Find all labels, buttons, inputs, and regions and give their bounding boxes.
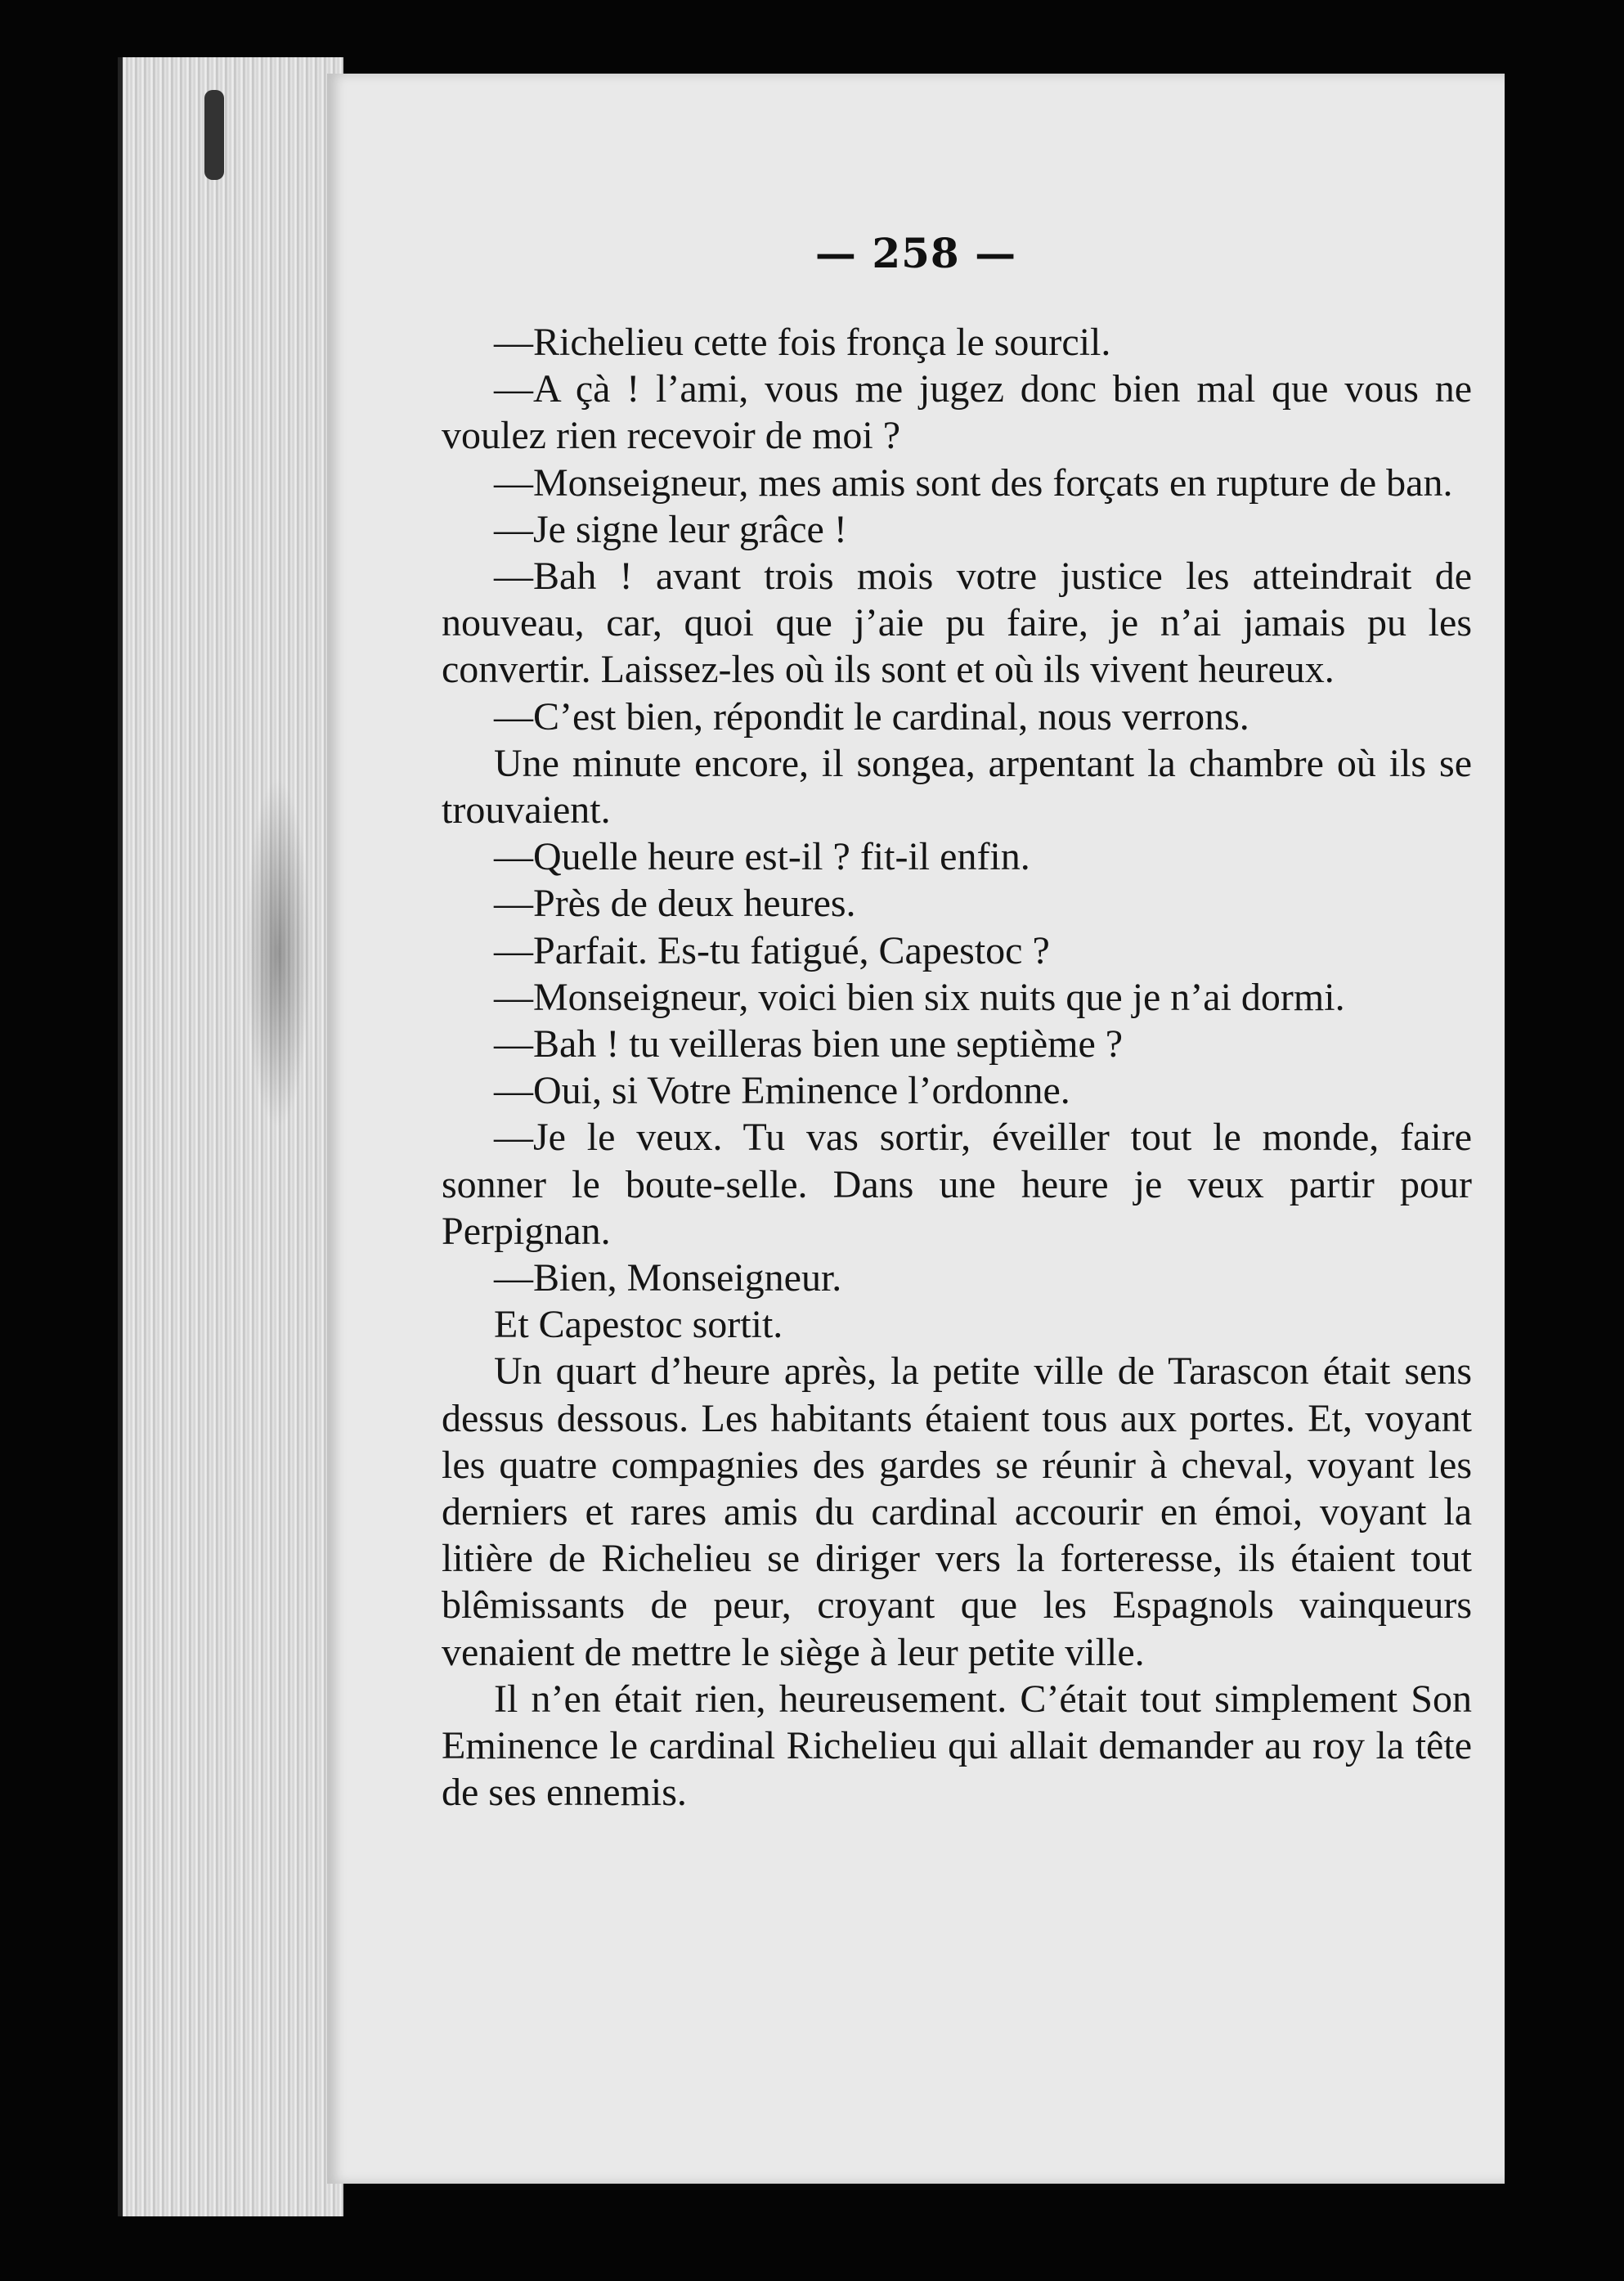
page-number: — 258 — — [814, 229, 1017, 277]
paragraph: Il n’en était rien, heureusement. C’était tout simplement Son Eminence le cardinal Richelieu qui allait demander au roy la tête de ses ennemis. — [442, 1677, 1472, 1815]
paragraph: —Monseigneur, mes amis sont des forçats en rupture de ban. — [494, 460, 1453, 505]
paragraph: —A çà ! l’ami, vous me jugez donc bien mal que vous ne voulez rien recevoir de moi ? — [442, 367, 1472, 458]
paragraph: Et Capestoc sortit. — [494, 1303, 783, 1347]
page-body — [442, 319, 1472, 1816]
paragraph: —Bah ! tu veilleras bien une septième ? — [494, 1022, 1124, 1066]
paragraph: —Richelieu cette fois fronça le sourcil. — [494, 321, 1111, 364]
paragraph: —Près de deux heures. — [494, 882, 856, 926]
paragraph: —Quelle heure est-il ? fit-il enfin. — [494, 835, 1030, 879]
book-page-edges — [123, 57, 343, 2216]
paragraph: —Parfait. Es-tu fatigué, Capestoc ? — [494, 928, 1050, 972]
paragraph: —Monseigneur, voici bien six nuits que je n’ai dormi. — [494, 975, 1345, 1019]
paragraph: —Je signe leur grâce ! — [494, 507, 847, 551]
paragraph: Un quart d’heure après, la petite ville de Tarascon était sens dessus dessous. Les habitants étaient tous aux portes. Et, voyant les quatre compagnies des gardes se réunir à cheval, voyant les derniers et rares amis du cardinal accourir en émoi, voyant la litière de Richelieu se diriger vers la forteresse, ils étaient tout blêmissants de peur, croyant que les Espagnols vainqueurs venaient de mettre le siège à leur petite ville. — [442, 1349, 1472, 1674]
book-page — [327, 74, 1505, 2184]
paragraph: —C’est bien, répondit le cardinal, nous verrons. — [494, 694, 1249, 739]
paragraph: Une minute encore, il songea, arpentant la chambre où ils se trouvaient. — [442, 741, 1472, 833]
paragraph: —Bien, Monseigneur. — [494, 1256, 842, 1300]
edge-smudge — [245, 777, 311, 1129]
paragraph: —Oui, si Votre Eminence l’ordonne. — [494, 1069, 1070, 1113]
edge-mark — [204, 90, 224, 180]
paragraph: —Je le veux. Tu vas sortir, éveiller tout le monde, faire sonner le boute-selle. Dans une heure je veux partir pour Perpignan. — [442, 1116, 1472, 1253]
paragraph: —Bah ! avant trois mois votre justice les atteindrait de nouveau, car, quoi que j’aie pu faire, je n’ai jamais pu les convertir. Laissez-les où ils sont et où ils vivent heureux. — [442, 555, 1472, 692]
